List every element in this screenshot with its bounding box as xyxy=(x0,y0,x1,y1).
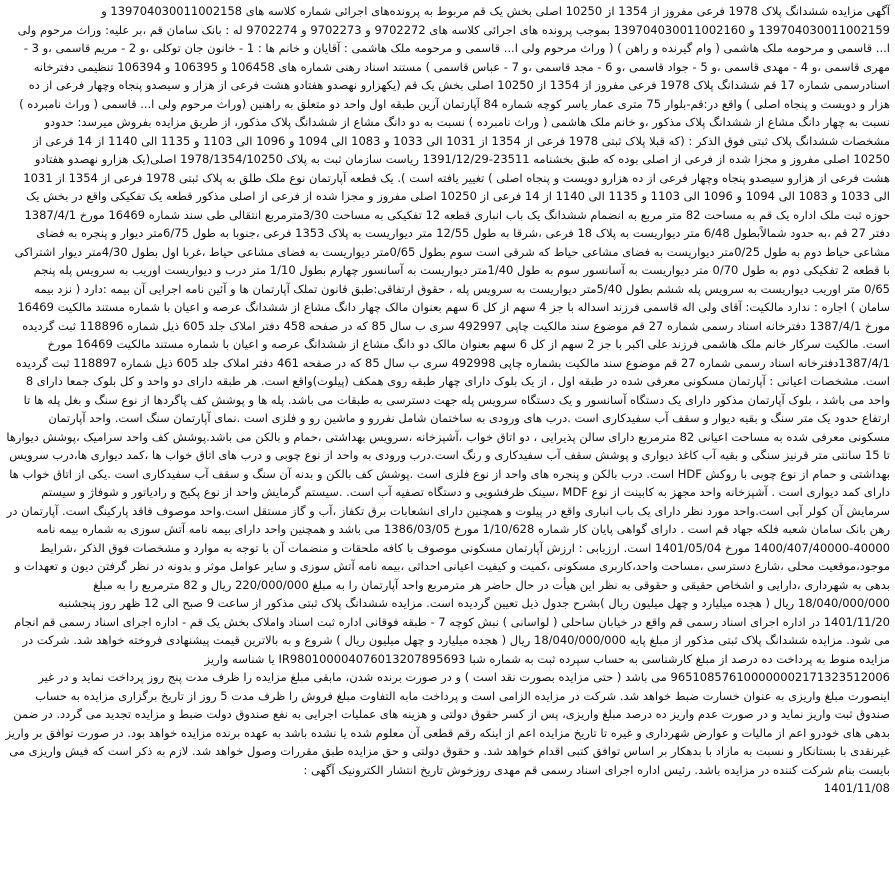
notice-date: 1401/11/08 xyxy=(823,781,890,795)
notice-body: آگهی مزایده ششدانگ پلاک 1978 فرعی مفروز از 1354 از 10250 اصلی بخش یک قم مربوط به پرونده‌های اجرائی شماره کلاسه های 139704030011002158 و 139704030011002159 و 139704030011002160 بموجب پرونده های اجرائی کلاسه های 9702272 و 9702273 و 9702274 له : بانک سامان قم ،بر علیه: وراث مرحوم ولی ا... قاسمی و مرحومه ملک هاشمی ( وام گیرنده و راهن ) ( وراث مرحوم ولی ا... قاسمی و مرحومه ملک هاشمی : آقایان و خانم ها : 1 - خانون جان توکلی ،و 2 - مریم قاسمی ،و 3 - مهری قاسمی ،و 4 - مهدی قاسمی ،و 5 - جواد قاسمی ،و 6 - مجد قاسمی ،و 7 - عباس قاسمی ) مستند اسناد رهنی شماره های 106458 و 106395 و 106394 تنظیمی دفترخانه اسنادرسمی شماره 17 قم ششدانگ پلاک 1978 فرعی مفروز از 1354 از 10250 اصلی بخش یک قم (یکهزارو نهصدو هفتادو هشت فرعی از هزار و سیصدو پنجاه وچهار فرعی از ده هزار و دویست و پنجاه اصلی ) واقع در:قم-بلوار 75 متری عمار یاسر کوچه شماره 84 آپارتمان آرین طبقه اول واحد دو متعلق به راهنین (وراث مرحوم ولی ا... قاسمی ( وراث نامبرده ) نسبت به چهار دانگ مشاع از ششدانگ پلاک مذکور ،و خانم ملک هاشمی ( وراث نامبرده ) نسبت به دو دانگ مشاع از ششدانگ پلاک مذکور، از طریق مزایده بفروش میرسد: حدودو مشخصات ششدانگ پلاک ثبتی فوق الذکر : (که قبلا پلاک ثبتی 1978 فرعی از 1354 از 1031 الی 1033 و 1083 الی 1094 و 1096 الی 1103 و 1135 الی 1140 از 14 فرعی از 10250 اصلی مفروز و مجزا شده از فرعی از اصلی بوده که طبق بخشنامه 23511-1391/12/29 ریاست سازمان ثبت به پلاک 1978/1354/10250 اصلی(یک هزارو نهصدو هفتادو هشت فرعی از هزارو سیصدو پنجاه وچهار فرعی از ده هزارو دویست و پنجاه اصلی ) تغییر یافته است ). یک قطعه آپارتمان نوع ملک طلق به پلاک ثبتی 1978 فرعی از 1354 از 1031 الی 1033 و 1083 الی 1094 و 1096 الی 1103 و 1135 الی 1140 از 14 فرعی از 10250 اصلی مفروز و مجزا شده از فرعی از اصلی مذکور قطعه یک تفکیکی واقع در بخش یک حوزه ثبت ملک اداره یک قم به مساحت 82 متر مربع به انضمام ششدانگ یک باب انباری قطعه 12 تفکیکی به مساحت 3/30مترمربع انتقالی طی سند شماره 16469 مورخ 1387/4/1 دفتر 27 قم ،به حدود شمالاًبطول 6/48 متر دیواریست به پلاک 18 فرعی ،شرقا به طول 12/55 متر دیواریست به پلاک 1353 فرعی ،جنوبا به طول 6/75متر دیوار و پنجره به فضای مشاعی حیاط دوم به طول 0/25متر دیواریست به فضای مشاعی حیاط که شرقی است سوم بطول 0/65متر دیواریست به فضای مشاعی حیاط ،غربا اول بطول 4/30متر دیوار اشتراکی با قطعه 2 تفکیکی دوم به طول 0/70 متر دیواریست به آسانسور سوم به طول 1/40متر دیواریست به آسانسور چهارم بطول 1/10 متر درب و دیواریست اوریب به سرویس پله پنجم 0/65 متر اوریب دیواریست به سرویس پله ششم بطول 5/40متر دیواریست به سرویس پله ، حقوق ارتفاقی:طبق قانون تملک آپارتمان ها و آئین نامه اجرایی آن بیمه :دارد ( نزد بیمه سامان ) اجاره : ندارد مالکیت: آقای ولی اله قاسمی فرزند اسداله با جز 4 سهم از کل 6 سهم بعنوان مالک چهار دانگ مشاع از ششدانگ عرصه و اعیان با شماره مستند مالکیت 16469 مورخ 1387/4/1 دفترخانه اسناد رسمی شماره 27 قم موضوع سند مالکیت چاپی 492997 سری ب سال 85 که در صفحه 458 دفتر املاک جلد 605 ذیل شماره 118896 ثبت گردیده است. مالکیت سرکار خانم ملک هاشمی فرزند علی اکبر با جز 2 سهم از کل 6 سهم بعنوان مالک دو دانگ مشاع از ششدانگ عرصه و اعیان با شماره مستند مالکیت 16469 مورخ 1387/4/1دفترخانه اسناد رسمی شماره 27 قم موضوع سند مالکیت بشماره چاپی 492998 سری ب سال 85 که در صفحه 461 دفتر املاک جلد 605 ذیل شماره 118897 ثبت گردیده است. مشخصات اعیانی : آپارتمان مسکونی معرفی شده در طبقه اول ، از یک بلوک دارای چهار طبقه روی همکف (پیلوت)واقع است. هر طبقه دارای دو واحد و کل بلوک جمعا دارای 8 واحد می باشد ، بلوک آپارتمان مذکور دارای یک دستگاه آسانسور و یک دستگاه سرویس پله جهت دسترسی به طبقات می باشد. پله ها و پوشش کف پاگردها از نوع سنگ و بغل پله ها تا ارتفاع حدود یک متر سنگ و بقیه دیوار و سقف آب سفیدکاری است .درب های ورودی به ساختمان شامل نفررو و ماشین رو و فلزی است .نمای آپارتمان سنگ است. واحد آپارتمان مسکونی معرفی شده به مساحت اعیانی 82 مترمربع دارای سالن پذیرایی ، دو اتاق خواب ،آشپزخانه ،سرویس بهداشتی ،حمام و بالکن می باشد.پوشش کف واحد سرامیک ،پوشش دیوارها تا 15 سانتی متر قرنیز سنگی و بقیه آب کاغذ دیواری و پوشش سقف آب سفیدکاری و رنگ است.درب ورودی به واحد از نوع چوبی و درب های اتاق خواب ها ،کمد دیواری ها،درب سرویس بهداشتی و حمام از نوع چوبی با روکش HDF است. درب بالکن و پنجره های واحد از نوع فلزی است .پوشش کف بالکن و بدنه آن سنگ و سقف آب سفیدکاری است .یکی از اتاق خواب ها دارای کمد دیواری است . آشپزخانه واحد مجهز به کابینت از نوع MDF ،سینک ظرفشویی و دستگاه تصفیه آب است. .سیستم گرمایش واحد از نوع پکیج و رادیاتور و شوفاژ و سیستم سرمایش آن کولر آبی است.واحد مورد نظر دارای یک باب انباری واقع در پیلوت و همچنین دارای انشعابات برق تکفاز ،آب و گاز مستقل است.واحد موصوف فاقد پارکینگ است. آپارتمان در رهن بانک سامان شعبه فلکه جهاد قم است . دارای گواهی پایان کار شماره 1/10/628 مورخ 1386/03/05 می باشد و همچنین واحد دارای بیمه نامه آتش سوزی به شماره بیمه نامه 40000-1400/407/40000 مورخ 1401/05/04 است. ارزیابی : ارزش آپارتمان مسکونی موصوف با کافه ملحقات و منضمات آن با توجه به موارد و مشخصات فوق الذکر ،شرایط موجود،موقعیت محلی ،شارع دسترسی ،مساحت واحد،کاربری مسکونی ،کمیت و کیفیت اعیانی احداثی ،بیمه نامه آتش سوزی و سایر عوامل موثر و بدونه در نظر گرفتن دیون و تعهدات و بدهی به شهرداری ،دارایی و اشخاص حقیقی و حقوقی به نظر این هیأت در حال حاضر هر مترمربع واحد آپارتمان را به مبلغ 220/000/000 ریال و 82 مترمربع را به مبلغ 18/040/000/000 ریال ( هجده میلیارد و چهل میلیون ریال )بشرح جدول ذیل تعیین گردیده است. مزایده ششدانگ پلاک ثبتی مذکور از ساعت 9 صبح الی 12 ظهر روز پنجشنبه 1401/11/20 در اداره اجرای اسناد رسمی قم واقع در خیابان ساحلی ( لواسانی ) نبش کوچه 7 - طبقه فوقانی اداره ثبت اسناد واملاک بخش یک قم - اداره اجرای اسناد رسمی قم انجام می شود. مزایده ششدانگ پلاک ثبتی مذکور از مبلغ پایه 18/040/000/000 ریال ( هجده میلیارد و چهل میلیون ریال ) شروع و به بالاترین قیمت پیشنهادی فروخته خواهد شد. شرکت در مزایده منوط به پرداخت ده درصد از مبلغ کارشناسی به حساب سپرده ثبت به شماره شبا IR980100004076013207895693 یا شناسه واریز 965108576100000002171323512006 می باشد ( حتی مزایده بصورت نقد است ) و در صورت برنده شدن، مابقی مبلغ مزایده را ظرف مدت پنج روز پرداخت نماید و در غیر اینصورت مبلغ واریزی به عنوان خسارت ضبط خواهد شد. شرکت در مزایده الزامی است و پرداخت مابه التفاوت مبلغ فروش را ظرف مدت 5 روز از تاریخ برگزاری مزایده به حساب صندوق ثبت واریز نماید و در صورت عدم واریز ده درصد مبلغ واریزی، پس از کسر حقوق دولتی و هزینه های عملیات اجرایی به نفع صندوق دولت ضبط و مزایده تجدید می گردد. در ضمن بدهی های خودرو اعم از مالیات و عوارض شهرداری و غیره تا تاریخ مزایده اعم از اینکه رقم قطعی آن معلوم شده یا نشده باشد به عهده برنده مزایده خواهد بود. در صورت توافق بر واریز غیرنقدی با بستانکار و نسبت به مازاد با بدهکار بر اساس توافق کتبی اقدام خواهد شد. و حقوق دولتی و حق مزایده طبق مقررات وصول خواهد شد. لازم به ذکر است که فیش واریزی می بایست بنام شرکت کننده در مزایده باشد. رئیس اداره اجرای اسناد رسمی قم مهدی روزخوش تاریخ انتشار الکترونیک آگهی : xyxy=(5,4,890,777)
